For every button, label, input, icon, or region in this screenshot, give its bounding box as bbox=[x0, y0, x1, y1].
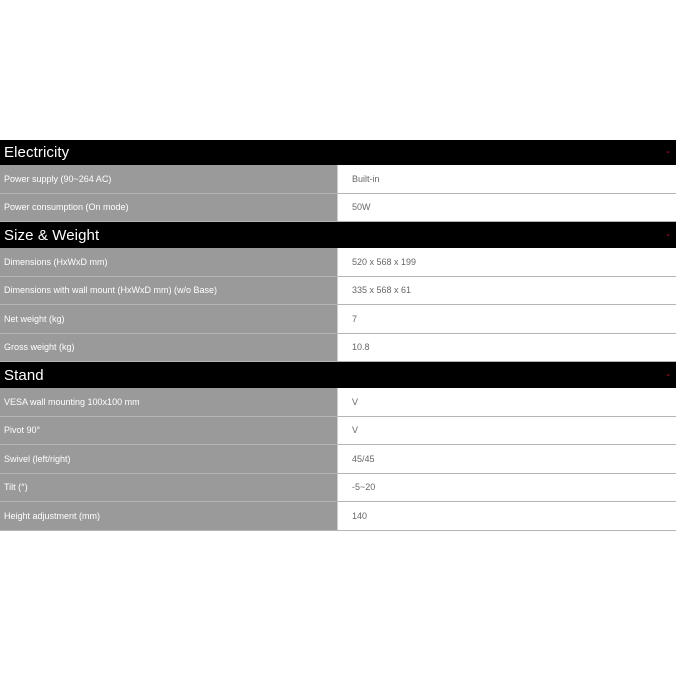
section-title: Size & Weight bbox=[4, 226, 100, 244]
spec-label: Power consumption (On mode) bbox=[0, 194, 337, 222]
spec-row bbox=[0, 445, 676, 474]
spec-value: 335 x 568 x 61 bbox=[337, 277, 676, 305]
spec-label: Pivot 90° bbox=[0, 417, 337, 445]
spec-label: VESA wall mounting 100x100 mm bbox=[0, 388, 337, 416]
spec-row bbox=[0, 277, 676, 306]
collapse-icon[interactable]: - bbox=[666, 228, 670, 241]
spec-row bbox=[0, 248, 676, 277]
spec-row bbox=[0, 417, 676, 446]
spec-value: Built-in bbox=[337, 165, 676, 193]
spec-row bbox=[0, 305, 676, 334]
spec-label: Tilt (°) bbox=[0, 474, 337, 502]
section-header-size-weight[interactable] bbox=[0, 222, 676, 248]
section-header-electricity[interactable] bbox=[0, 140, 676, 165]
section-header-stand[interactable] bbox=[0, 362, 676, 388]
spec-row bbox=[0, 388, 676, 417]
spec-value: -5~20 bbox=[337, 474, 676, 502]
collapse-icon[interactable]: - bbox=[666, 146, 670, 158]
spec-label: Gross weight (kg) bbox=[0, 334, 337, 362]
spec-value: 10.8 bbox=[337, 334, 676, 362]
spec-value: 7 bbox=[337, 305, 676, 333]
spec-label: Height adjustment (mm) bbox=[0, 502, 337, 530]
section-title: Electricity bbox=[4, 144, 70, 161]
spec-label: Dimensions with wall mount (HxWxD mm) (w/o Base) bbox=[0, 277, 337, 305]
spec-value: 140 bbox=[337, 502, 676, 530]
spec-value: 520 x 568 x 199 bbox=[337, 248, 676, 276]
spec-table bbox=[0, 140, 676, 531]
spec-row bbox=[0, 165, 676, 194]
spec-value: 45/45 bbox=[337, 445, 676, 473]
collapse-icon[interactable]: - bbox=[666, 368, 670, 381]
spec-row bbox=[0, 502, 676, 531]
spec-value: 50W bbox=[337, 194, 676, 222]
spec-value: V bbox=[337, 388, 676, 416]
spec-value: V bbox=[337, 417, 676, 445]
section-title: Stand bbox=[4, 366, 44, 384]
spec-label: Swivel (left/right) bbox=[0, 445, 337, 473]
spec-row bbox=[0, 194, 676, 223]
spec-row bbox=[0, 334, 676, 363]
spec-label: Power supply (90~264 AC) bbox=[0, 165, 337, 193]
spec-label: Net weight (kg) bbox=[0, 305, 337, 333]
spec-label: Dimensions (HxWxD mm) bbox=[0, 248, 337, 276]
spec-row bbox=[0, 474, 676, 503]
